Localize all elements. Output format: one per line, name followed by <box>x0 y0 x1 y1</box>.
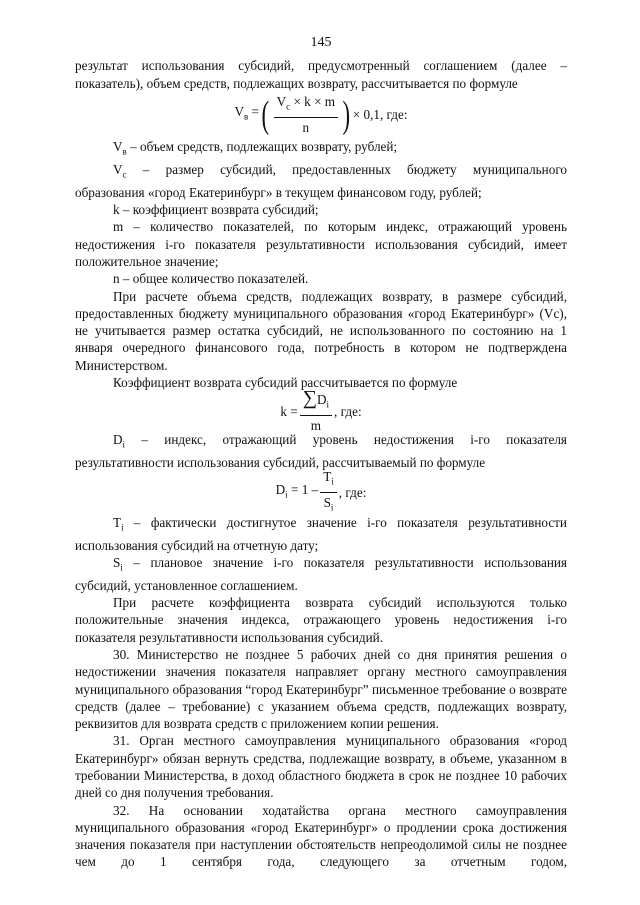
definition-vv: $V_в$ – объем средств, подлежащих возврату, рублей; <box>113 138 398 157</box>
formula-k-denominator: m <box>310 417 321 433</box>
formula-k-fraction <box>300 386 332 434</box>
formula-di-fraction <box>320 468 337 517</box>
document-page <box>75 34 567 871</box>
formula-tail: × 0,1, где: <box>352 107 408 123</box>
definition-ti-line2: использования субсидий на отчетную дату; <box>75 537 319 553</box>
formula-k-tail: , где: <box>334 403 362 419</box>
formula-di-numerator: $T_i$ <box>320 468 337 493</box>
formula-refund-volume <box>75 93 567 137</box>
formula-k-lhs: k = <box>280 403 298 419</box>
definition-m-line2: недостижения i-го показателя результативности использования субсидий, имеет положительное значение; <box>75 236 567 269</box>
formula-denominator: n <box>302 120 310 136</box>
formula-lhs: $V_в$ = <box>234 104 259 123</box>
definition-n: n – общее количество показателей. <box>113 271 309 287</box>
formula-di-lhs: $D_i = 1$ – <box>275 482 319 500</box>
definition-vc-line1: $V_с$ – размер субсидий, предоставленных бюджету муниципального <box>113 161 567 180</box>
paragraph-31: 31. Орган местного самоуправления муниципального образования «город Екатеринбург» обязан вернуть средства, подлежащие возврату, в объеме, указанном в требовании Министерства, в доход областного бюджета в срок не позднее 10 рабочих дней со дня получения требования. <box>75 733 567 801</box>
definition-di-line1: $D_i$ – индекс, отражающий уровень недостижения i-го показателя <box>113 432 567 450</box>
paragraph-coefficient: Коэффициент возврата субсидий рассчитывается по формуле <box>113 375 458 391</box>
left-paren: ( <box>261 93 270 136</box>
definition-k: k – коэффициент возврата субсидий; <box>113 202 319 218</box>
paragraph-32: 32. На основании ходатайства органа местного самоуправления муниципального образования «город Екатеринбург» о продлении срока достижения значения показателя при наступлении обстоятельств непреодолимой силы не позднее чем до 1 сентября года, следующего за отчетным годом, <box>75 802 567 870</box>
formula-di-tail: , где: <box>338 484 367 500</box>
definition-m-line1: m – количество показателей, по которым индекс, отражающий уровень <box>113 219 567 235</box>
formula-coefficient <box>75 386 567 433</box>
formula-index <box>75 469 567 513</box>
paragraph-intro: результат использования субсидий, предусмотренный соглашением (далее – показатель), объем средств, подлежащих возврату, рассчитывается по формуле <box>75 58 567 91</box>
definition-ti-line1: $T_i$ – фактически достигнутое значение i-го показателя результативности <box>113 514 567 533</box>
paragraph-positive-values: При расчете коэффициента возврата субсидий используются только положительные значения индекса, отражающего уровень недостижения i-го показателя результативности использования субсидий. <box>75 595 567 645</box>
paragraph-calculation: При расчете объема средств, подлежащих возврату, в размере субсидий, предоставленных бюджету муниципального образования «город Екатеринбург» (Vс), не учитывается размер остатка субсидий, не использованного по состоянию на 1 января очередного финансового года, потребность в котором не подтверждена Министерством. <box>75 288 567 373</box>
page-number: 145 <box>310 35 332 50</box>
formula-di-denominator: $S_i$ <box>323 495 334 513</box>
definition-si-line2: субсидий, установленное соглашением. <box>75 577 298 593</box>
formula-k-numerator: $\sum D_i$ <box>300 389 332 416</box>
right-paren: ) <box>342 93 351 136</box>
formula-numerator: $V_с \times k \times m$ <box>274 93 338 118</box>
definition-vc-line2: образования «город Екатеринбург» в текущем финансовом году, рублей; <box>75 184 482 200</box>
definition-di-line2: результативности использования субсидий, рассчитываемый по формуле <box>75 455 486 471</box>
paragraph-30: 30. Министерство не позднее 5 рабочих дней со дня принятия решения о недостижении значения показателя направляет органу местного самоуправления муниципального образования “город Екатеринбург” письменное требование о возврате средств (далее – требование) с указанием объема средств, подлежащих возврату, реквизитов для возврата средств с приложением копии решения. <box>75 646 567 732</box>
formula-fraction <box>274 93 338 136</box>
definition-si-line1: $S_i$ – плановое значение i-го показателя результативности использования <box>113 554 567 573</box>
